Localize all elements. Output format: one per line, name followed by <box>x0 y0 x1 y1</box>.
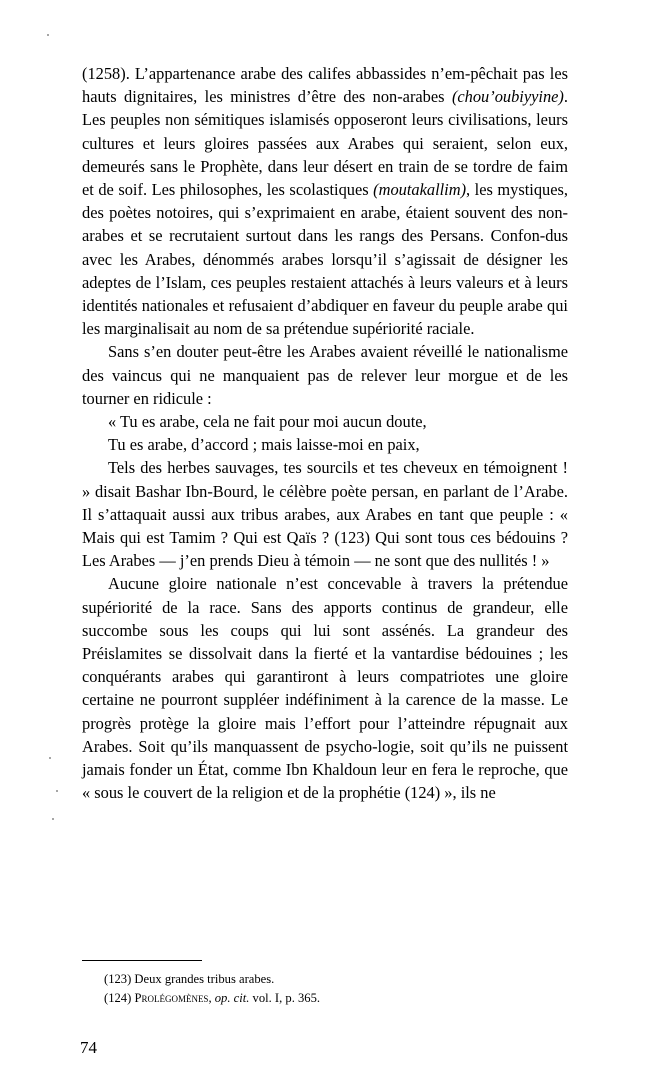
text-run: Tels des herbes sauvages, tes sourcils et tes cheveux en témoignent ! » disait Bashar Ibn-Bourd, le célèbre poète persan, en parlant de l’Arabe. Il s’attaquait aussi aux tribus arabes, aux Arabes en tant que peuple : « Mais qui est Tamim ? Qui est Qaïs ? (123) Qui sont tous ces bédouins ? Les Arabes — j’en prends Dieu à témoin — ne sont que des nullités ! » <box>82 458 568 571</box>
text-run: Tu es arabe, d’accord ; mais laisse-moi en paix, <box>108 435 420 455</box>
paragraph <box>82 340 568 410</box>
italic-run: (moutakallim) <box>373 180 467 200</box>
text-run: « Tu es arabe, cela ne fait pour moi aucun doute, <box>108 412 427 432</box>
text-run: , les mystiques, des poètes notoires, qui s’exprimaient en arabe, étaient souvent des non-arabes et se recrutaient surtout dans les rangs des Persans. Confon-dus avec les Arabes, dénommés arabes lorsqu’il s’agissait de désigner les adeptes de l’Islam, ces peuples restaient attachés à leurs valeurs et à leurs identités nationales et refusaient d’abdiquer en faveur du peuple arabe qui les marginalisait au nom de sa prétendue supériorité raciale. <box>82 180 568 339</box>
paper-speck <box>47 34 49 36</box>
text-run: Sans s’en douter peut-être les Arabes avaient réveillé le nationalisme des vaincus qui ne manquaient pas de relever leur morgue et de les tourner en ridicule : <box>82 342 568 408</box>
paragraph <box>82 572 568 804</box>
paper-speck <box>52 818 54 820</box>
text-run: , <box>208 990 215 1005</box>
footnote <box>82 970 568 989</box>
text-run: vol. I, p. 365. <box>249 990 321 1005</box>
footnote <box>82 989 568 1008</box>
paper-speck <box>56 790 58 792</box>
italic-run: op. cit. <box>214 990 250 1005</box>
page-number: 74 <box>80 1038 97 1057</box>
text-run: . Les peuples non sémitiques islamisés opposeront leurs civilisations, leurs cultures et leurs gloires passées aux Arabes qui seraient, selon eux, demeurés sans le Prophète, dans leur désert en train de se tordre de faim et de soif. Les philosophes, les scolastiques <box>82 87 568 200</box>
footnote-block <box>82 960 568 1008</box>
verse-line <box>82 433 568 456</box>
paragraph <box>82 456 568 572</box>
text-run: (123) Deux grandes tribus arabes. <box>104 972 275 986</box>
page-body <box>82 62 568 805</box>
text-run: (1258). L’appartenance arabe des califes abbassides n’em-pêchait pas les hauts dignitaires, les ministres d’être des non-arabes <box>82 64 568 107</box>
paragraph <box>82 62 568 340</box>
text-run: (124) <box>104 990 135 1005</box>
text-run: Aucune gloire nationale n’est concevable à travers la prétendue supériorité de la race. Sans des apports continus de grandeur, elle succombe sous les coups qui lui sont assénés. La grandeur des Préislamites se dissolvait dans la fierté et la vantardise bédouines ; les conquérants arabes qui garantiront à leurs compatriotes une gloire certaine ne pourront suppléer indéfiniment à la carence de la masse. Le progrès protège la gloire mais l’effort pour l’atteindre répugnait aux Arabes. Soit qu’ils manquassent de psycho-logie, soit qu’ils ne puissent jamais fonder un État, comme Ibn Khaldoun leur en fera le reproche, que « sous le couvert de la religion et de la prophétie (124) », ils ne <box>82 574 568 803</box>
footnote-separator-rule <box>82 960 202 961</box>
paper-speck <box>49 757 51 759</box>
verse-line <box>82 410 568 433</box>
italic-run: (chou’oubiyyine) <box>451 87 564 107</box>
smallcaps-run: Prolégomènes <box>134 990 209 1005</box>
